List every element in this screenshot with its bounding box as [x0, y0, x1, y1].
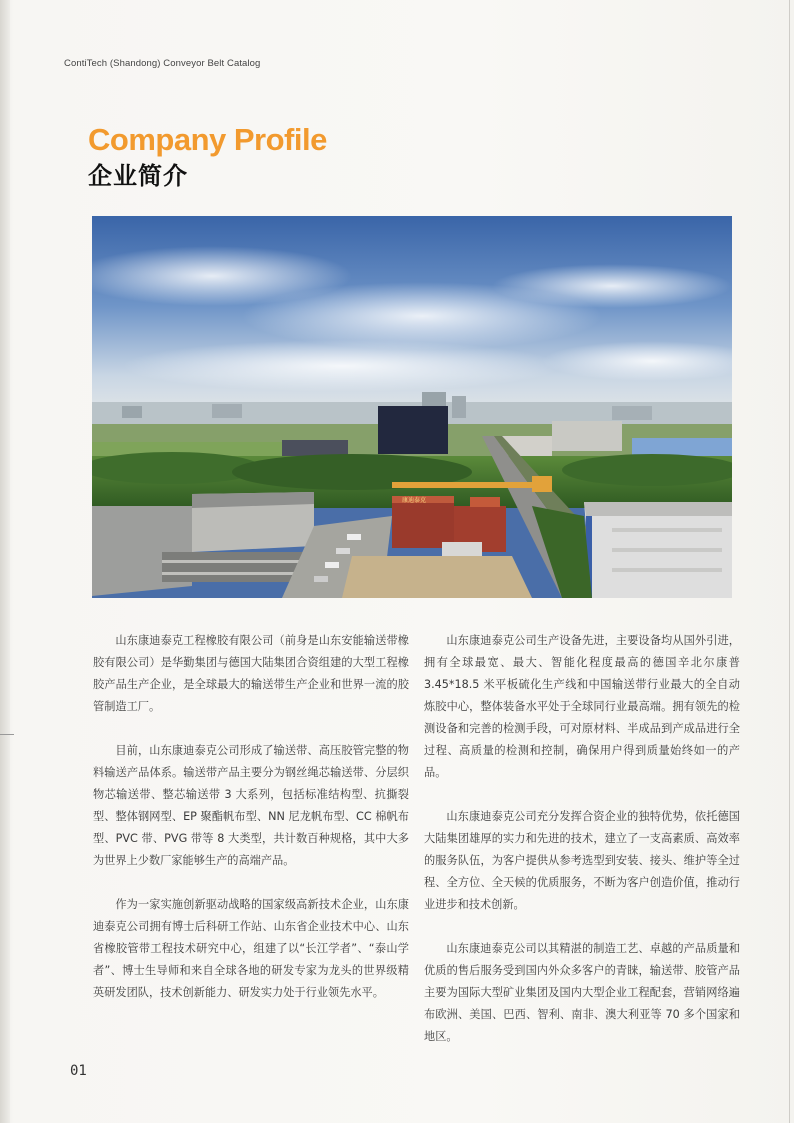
paragraph: 作为一家实施创新驱动战略的国家级高新技术企业，山东康迪泰克公司拥有博士后科研工作站、山东省企业技术中心、山东省橡胶管带工程技术研究中心，组建了以“长江学者”、“泰山学者”、博士生导师和来自全球各地的研发专家为龙头的世界级精英研发团队，技术创新能力、研发实力处于行业领先水平。 — [93, 898, 409, 999]
text-column-left — [93, 630, 409, 1026]
factory-aerial-photo — [92, 216, 732, 598]
paragraph: 目前，山东康迪泰克公司形成了输送带、高压胶管完整的物料输送产品体系。输送带产品主要分为钢丝绳芯输送带、分层织物芯输送带、整芯输送带 3 大系列，包括标准结构型、抗撕裂型、整体钢网型、EP 聚酯帆布型、NN 尼龙帆布型、CC 棉帆布型、PVC 带、PVG 带等 8 大类型，共计数百种规格，其中大多为世界上少数厂家能够生产的高端产品。 — [93, 744, 409, 867]
margin-mark — [0, 734, 14, 735]
paragraph: 山东康迪泰克公司充分发挥合资企业的独特优势，依托德国大陆集团雄厚的实力和先进的技术，建立了一支高素质、高效率的服务队伍，为客户提供从参考选型到安装、接头、维护等全过程、全方位、全天候的优质服务，不断为客户创造价值，推动行业进步和技术创新。 — [424, 810, 740, 911]
page-spine — [0, 0, 10, 1123]
text-column-right — [424, 630, 740, 1070]
paragraph: 山东康迪泰克工程橡胶有限公司（前身是山东安能输送带橡胶有限公司）是华勤集团与德国大陆集团合资组建的大型工程橡胶产品生产企业，是全球最大的输送带生产企业和世界一流的胶管制造工厂。 — [93, 634, 409, 713]
paragraph: 山东康迪泰克公司以其精湛的制造工艺、卓越的产品质量和优质的售后服务受到国内外众多客户的青睐，输送带、胶管产品主要为国际大型矿业集团及国内大型企业工程配套，营销网络遍布欧洲、美国、巴西、智利、南非、澳大利亚等 70 多个国家和地区。 — [424, 942, 740, 1043]
page-title-en: Company Profile — [88, 122, 327, 157]
building-sign: 康迪泰克 — [402, 497, 427, 504]
catalog-header: ContiTech (Shandong) Conveyor Belt Catalog — [64, 58, 261, 69]
page-number: 01 — [70, 1063, 87, 1079]
paragraph: 山东康迪泰克公司生产设备先进，主要设备均从国外引进，拥有全球最宽、最大、智能化程度最高的德国辛北尔康普 3.45*18.5 米平板硫化生产线和中国输送带行业最大的全自动炼胶中心，整体装备水平处于全球同行业最高端。拥有领先的检测设备和完善的检测手段，可对原材料、半成品到产成品进行全过程、高质量的检测和控制，确保用户得到质量始终如一的产品。 — [424, 634, 740, 779]
page-title-cn: 企业简介 — [88, 162, 188, 190]
page-edge — [789, 0, 790, 1123]
